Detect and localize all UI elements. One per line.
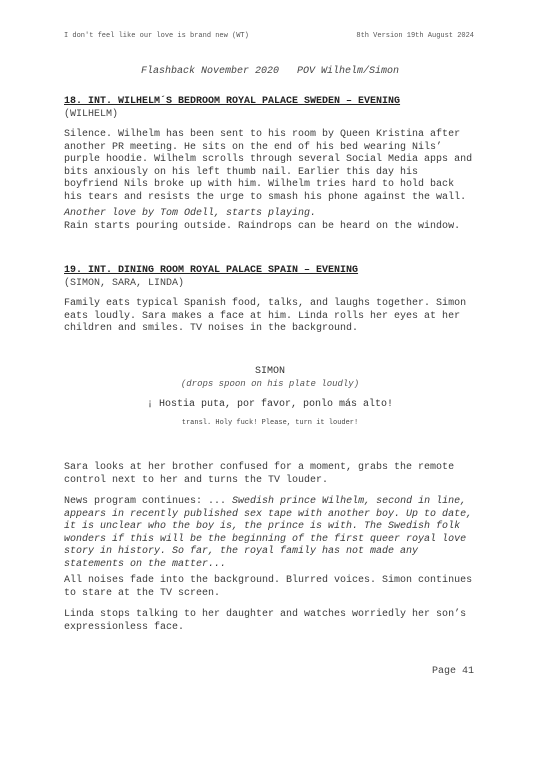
flashback-note: Flashback November 2020 POV Wilhelm/Simon — [140, 66, 400, 77]
scene-19-action-3 — [64, 575, 476, 600]
news-quote: Swedish prince Wilhelm, second in line, appears in recently published sex tape with another boy. Up to date, it is unclear who the boy is, the prince is with. The Swedish folk wonders if this will be the beginning of the first queer royal love story in history. So far, the royal family has not made any statements on the matter... — [64, 496, 473, 570]
dialogue-line: ¡ Hostia puta, por favor, ponlo más alto! — [146, 399, 394, 410]
action-paragraph: Silence. Wilhelm has been sent to his room by Queen Kristina after another PR meeting. He sits on the end of his bed wearing Nils’ purple hoodie. Wilhelm scrolls through several Social Media apps and bits anxiously on his left thumb nail. Earlier this day his boyfriend Nils broke up with him. Wilhelm tries hard to hold back his tears and resists the urge to smash his phone against the wall. — [64, 129, 473, 203]
running-title: I don't feel like our love is brand new (WT) — [64, 32, 249, 40]
music-cue: Another love by Tom Odell, starts playing. — [64, 208, 317, 219]
scene-characters: (WILHELM) — [64, 108, 119, 120]
scene-18-action — [64, 129, 476, 204]
action-paragraph: Linda stops talking to her daughter and watches worriedly her son’s expressionless face. — [64, 609, 467, 633]
news-program — [64, 496, 476, 571]
scene-heading: 18. INT. WILHELM´S BEDROOM ROYAL PALACE SWEDEN – EVENING — [64, 96, 401, 107]
action-paragraph: All noises fade into the background. Blurred voices. Simon continues to stare at the TV screen. — [64, 575, 473, 599]
scene-18 — [64, 96, 476, 121]
scene-19-action-2 — [64, 462, 476, 487]
news-lead: News program continues: ... — [64, 496, 227, 507]
scene-characters: (SIMON, SARA, LINDA) — [64, 277, 185, 289]
scene-heading: 19. INT. DINING ROOM ROYAL PALACE SPAIN – EVENING — [64, 265, 359, 276]
translation-line: transl. Holy fuck! Please, turn it louder! — [181, 419, 359, 427]
character-name: SIMON — [254, 366, 285, 377]
page-number: Page 41 — [431, 666, 474, 677]
version-date: 8th Version 19th August 2024 — [356, 32, 474, 40]
scene-18-cues — [64, 208, 476, 233]
scene-19-action-4 — [64, 609, 476, 634]
scene-19 — [64, 265, 476, 290]
scene-19-action — [64, 298, 476, 336]
action-paragraph: Family eats typical Spanish food, talks, and laughs together. Simon eats loudly. Sara makes a face at him. Linda rolls her eyes at her children and smiles. TV noises in the background. — [64, 298, 467, 334]
action-paragraph: Sara looks at her brother confused for a moment, grabs the remote control next to her and turns the TV louder. — [64, 462, 455, 486]
parenthetical: (drops spoon on his plate loudly) — [180, 379, 360, 389]
news-paragraph — [64, 496, 476, 571]
sound-cue: Rain starts pouring outside. Raindrops can be heard on the window. — [64, 220, 461, 232]
